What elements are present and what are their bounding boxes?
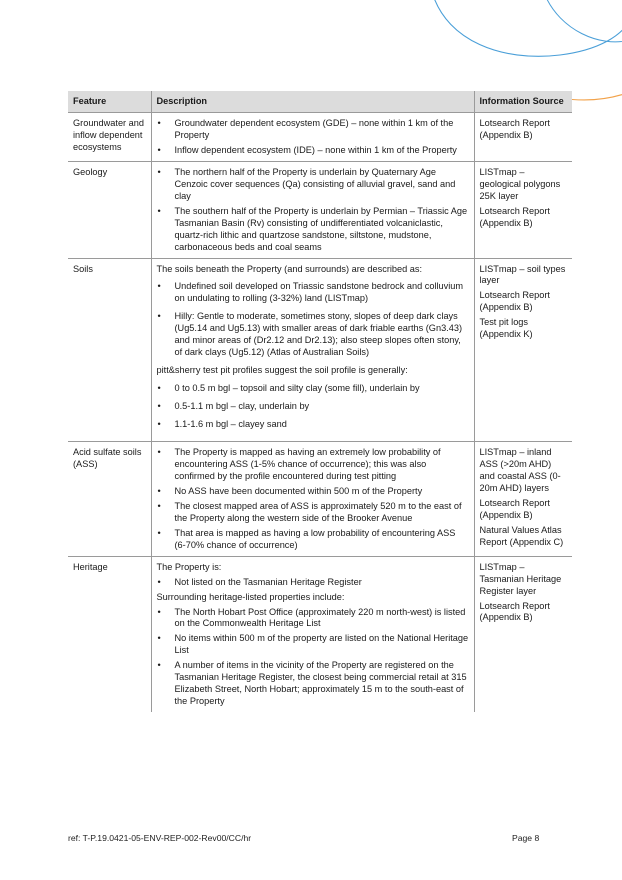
list-item: • The southern half of the Property is underlain by Permian – Triassic Age Tasmanian Basin (Rv) consisting of undifferentiated volcaniclastic, quartz-rich lithic and quartzose sandstone, siltstone, mudstone, carbonaceous beds and coal seams	[157, 206, 469, 254]
source-cell	[474, 161, 572, 258]
table-header-row	[68, 91, 572, 113]
soils-intro: The soils beneath the Property (and surrounds) are described as:	[156, 263, 423, 274]
source-cell	[474, 113, 572, 162]
table-row-geology	[68, 161, 572, 258]
heritage-surrounding-intro: Surrounding heritage-listed properties include:	[156, 591, 345, 602]
table-row-acid-sulfate-soils	[68, 442, 572, 557]
source-item: LISTmap – soil types layer	[479, 263, 566, 286]
source-item: LISTmap – Tasmanian Heritage Register layer	[479, 561, 562, 596]
table-row-heritage	[68, 556, 572, 712]
page-number: Page 8	[512, 833, 540, 843]
list-item: • Inflow dependent ecosystem (IDE) – none within 1 km of the Property	[157, 145, 469, 157]
list-item: • Not listed on the Tasmanian Heritage Register	[157, 577, 469, 589]
source-item: Lotsearch Report (Appendix B)	[479, 600, 550, 623]
list-item: • Groundwater dependent ecosystem (GDE) – none within 1 km of the Property	[157, 118, 469, 142]
table-row-soils	[68, 258, 572, 441]
header-feature: Feature	[68, 91, 151, 113]
list-item: • The Property is mapped as having an extremely low probability of encountering ASS (1-5% chance of occurrence); this was also confirmed by the profile encountered during test pitting	[157, 447, 469, 483]
blue-arc	[433, 0, 622, 56]
feature-cell: Acid sulfate soils (ASS)	[68, 442, 151, 557]
description-cell	[151, 442, 474, 557]
source-item: Lotsearch Report (Appendix B)	[479, 290, 550, 313]
source-cell	[474, 258, 572, 441]
heritage-intro: The Property is:	[156, 561, 222, 572]
soil-profile-intro: pitt&sherry test pit profiles suggest the soil profile is generally:	[156, 365, 408, 376]
description-cell	[151, 161, 474, 258]
list-item: • The North Hobart Post Office (approximately 220 m north-west) is listed on the Commonwealth Heritage List	[157, 607, 469, 631]
header-information-source: Information Source	[474, 91, 572, 113]
list-item: • No ASS have been documented within 500 m of the Property	[157, 486, 469, 498]
source-item: Test pit logs (Appendix K)	[479, 317, 533, 340]
source-cell	[474, 556, 572, 712]
list-item: • Undefined soil developed on Triassic sandstone bedrock and colluvium on undulating to rolling (3-32%) land (LISTmap)	[157, 281, 469, 305]
list-item: • 1.1-1.6 m bgl – clayey sand	[157, 419, 469, 431]
list-item: • Hilly: Gentle to moderate, sometimes stony, slopes of deep dark clays (Ug5.14 and Ug5.13) with smaller areas of dark friable earths (Gn3.43) and minor areas of (Dr2.12 and Dr2.13); also steep slopes often stony, of dark clays (Ug5.12) (Atlas of Australian Soils)	[157, 311, 469, 359]
list-item: • 0.5-1.1 m bgl – clay, underlain by	[157, 401, 469, 413]
blue-arc-inner	[545, 0, 622, 42]
source-item: LISTmap – inland ASS (>20m AHD) and coastal ASS (0-20m AHD) layers	[479, 447, 561, 493]
source-item: Lotsearch Report (Appendix B)	[479, 205, 550, 228]
header-description: Description	[151, 91, 474, 113]
environmental-features-table	[68, 91, 572, 712]
feature-cell: Groundwater and inflow dependent ecosystems	[68, 113, 151, 162]
source-item: Lotsearch Report (Appendix B)	[479, 497, 550, 520]
source-cell	[474, 442, 572, 557]
list-item: • A number of items in the vicinity of the Property are registered on the Tasmanian Heritage Register, the closest being commercial retail at 315 Elizabeth Street, North Hobart; approximately 15 m to the south-east of the Property	[157, 660, 469, 708]
source-item: Lotsearch Report (Appendix B)	[479, 118, 550, 140]
feature-cell: Heritage	[68, 556, 151, 712]
source-item: LISTmap – geological polygons 25K layer	[479, 166, 561, 201]
document-reference: ref: T-P.19.0421-05-ENV-REP-002-Rev00/CC/hr	[68, 833, 252, 843]
table-row-gde	[68, 113, 572, 162]
description-cell	[151, 113, 474, 162]
list-item: • No items within 500 m of the property are listed on the National Heritage List	[157, 633, 469, 657]
feature-cell: Soils	[68, 258, 151, 441]
source-item: Natural Values Atlas Report (Appendix C)	[479, 524, 564, 547]
list-item: • The northern half of the Property is underlain by Quaternary Age Cenzoic cover sequences (Qa) consisting of alluvial gravel, sand and clay	[157, 167, 469, 203]
list-item: • 0 to 0.5 m bgl – topsoil and silty clay (some fill), underlain by	[157, 383, 469, 395]
feature-cell: Geology	[68, 161, 151, 258]
list-item: • The closest mapped area of ASS is approximately 520 m to the east of the Property along the western side of the Brooker Avenue	[157, 501, 469, 525]
list-item: • That area is mapped as having a low probability of encountering ASS (6-70% chance of occurrence)	[157, 528, 469, 552]
description-cell	[151, 258, 474, 441]
description-cell	[151, 556, 474, 712]
